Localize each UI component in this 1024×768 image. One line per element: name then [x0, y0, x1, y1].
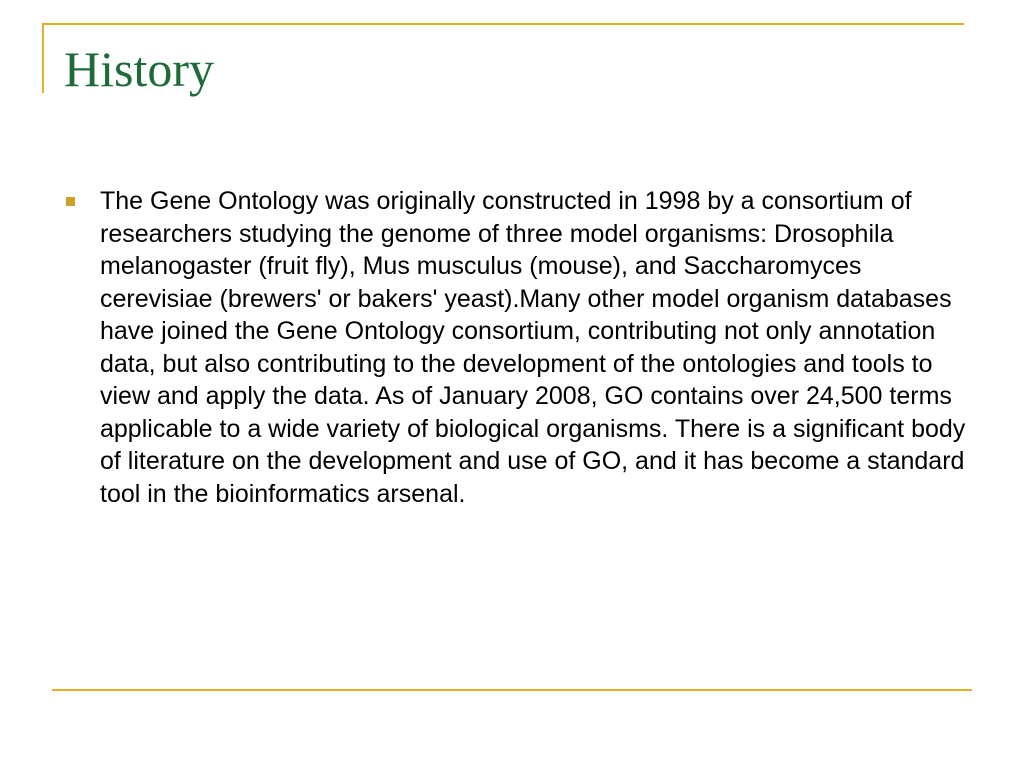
- bottom-accent-rule: [52, 689, 972, 691]
- left-accent-rule: [42, 23, 44, 93]
- bullet-text: The Gene Ontology was originally constructed in 1998 by a consortium of researchers studying the genome of three model organisms: Drosophila melanogaster (fruit fly), Mus musculus (mouse), and Saccharomyces cerevisiae (brewers' or bakers' yeast).Many other model organism databases have joined the Gene Ontology consortium, contributing not only annotation data, but also contributing to the development of the ontologies and tools to view and apply the data. As of January 2008, GO contains over 24,500 terms applicable to a wide variety of biological organisms. There is a significant body of literature on the development and use of GO, and it has become a standard tool in the bioinformatics arsenal.: [100, 187, 966, 508]
- slide-title: History: [64, 41, 214, 97]
- bullet-list-item: [64, 185, 969, 585]
- top-accent-rule: [42, 23, 964, 25]
- square-bullet-icon: [66, 197, 75, 206]
